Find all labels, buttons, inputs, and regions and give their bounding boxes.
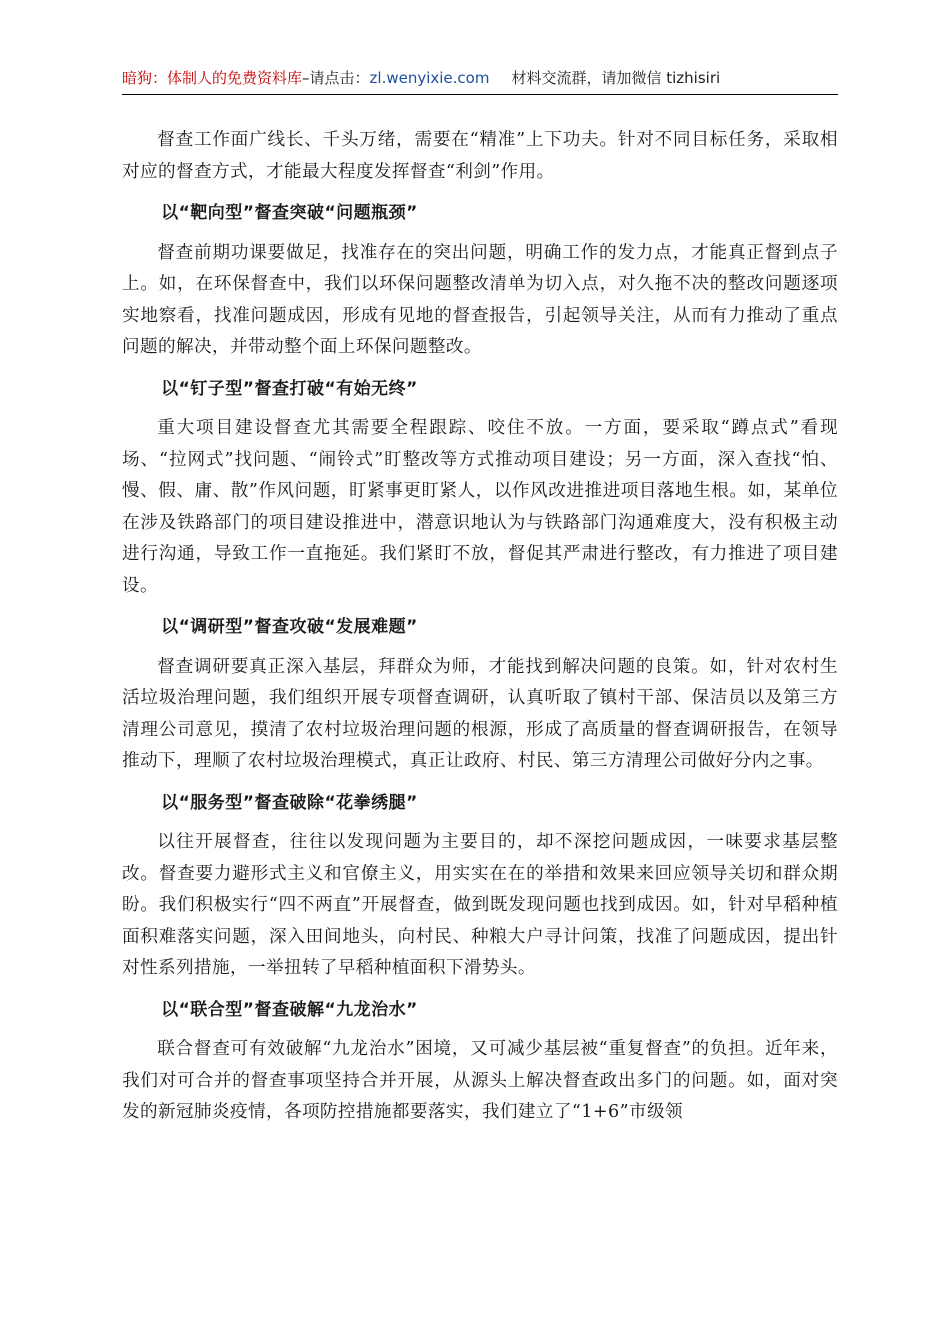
header-wechat-note: 材料交流群，请加微信 tizhisiri xyxy=(511,69,721,87)
paragraph-service: 以往开展督查，往往以发现问题为主要目的，却不深挖问题成因，一味要求基层整改。督查要力避形式主义和官僚主义，用实实在在的举措和效果来回应领导关切和群众期盼。我们积极实行“四不两直”开展督查，做到既发现问题也找到成因。如，针对早稻种植面积难落实问题，深入田间地头，向村民、种粮大户寻计问策，找准了问题成因，提出针对性系列措施，一举扭转了早稻种植面积下滑势头。 xyxy=(122,832,838,978)
header-brand[interactable]: 暗狗：体制人的免费资料库 xyxy=(122,69,303,87)
document-body xyxy=(122,125,838,1129)
header-url-link[interactable]: zl.wenyixie.com xyxy=(369,69,490,87)
section-heading-service: 以“服务型”督查破除“花拳绣腿” xyxy=(161,792,418,813)
paragraph-intro: 督查工作面广线长、千头万绪，需要在“精准”上下功夫。针对不同目标任务，采取相对应的督查方式，才能最大程度发挥督查“利剑”作用。 xyxy=(122,130,838,182)
header-divider xyxy=(122,94,838,95)
header-cta: –请点击： xyxy=(302,69,370,87)
page-header xyxy=(122,66,838,90)
section-heading-nail: 以“钉子型”督查打破“有始无终” xyxy=(161,378,418,399)
section-heading-joint: 以“联合型”督查破解“九龙治水” xyxy=(161,999,418,1020)
section-heading-targeted: 以“靶向型”督查突破“问题瓶颈” xyxy=(161,203,418,223)
paragraph-nail: 重大项目建设督查尤其需要全程跟踪、咬住不放。一方面，要采取“蹲点式”看现场、“拉网式”找问题、“闹铃式”盯整改等方式推动项目建设；另一方面，深入查找“怕、慢、假、庸、散”作风问题，盯紧事更盯紧人，以作风改进推进项目落地生根。如，某单位在涉及铁路部门的项目建设推进中，潜意识地认为与铁路部门沟通难度大，没有积极主动进行沟通，导致工作一直拖延。我们紧盯不放，督促其严肃进行整改，有力推进了项目建设。 xyxy=(122,418,838,596)
paragraph-joint: 联合督查可有效破解“九龙治水”困境，又可减少基层被“重复督查”的负担。近年来，我们对可合并的督查事项坚持合并开展，从源头上解决督查政出多门的问题。如，面对突发的新冠肺炎疫情，各项防控措施都要落实，我们建立了“1+6”市级领 xyxy=(122,1039,838,1122)
paragraph-research: 督查调研要真正深入基层，拜群众为师，才能找到解决问题的良策。如，针对农村生活垃圾治理问题，我们组织开展专项督查调研，认真听取了镇村干部、保洁员以及第三方清理公司意见，摸清了农村垃圾治理问题的根源，形成了高质量的督查调研报告，在领导推动下，理顺了农村垃圾治理模式，真正让政府、村民、第三方清理公司做好分内之事。 xyxy=(122,656,838,771)
section-heading-research: 以“调研型”督查攻破“发展难题” xyxy=(161,617,418,637)
paragraph-targeted: 督查前期功课要做足，找准存在的突出问题，明确工作的发力点，才能真正督到点子上。如，在环保督查中，我们以环保问题整改清单为切入点，对久拖不决的整改问题逐项实地察看，找准问题成因，形成有见地的督查报告，引起领导关注，从而有力推动了重点问题的解决，并带动整个面上环保问题整改。 xyxy=(122,242,838,357)
